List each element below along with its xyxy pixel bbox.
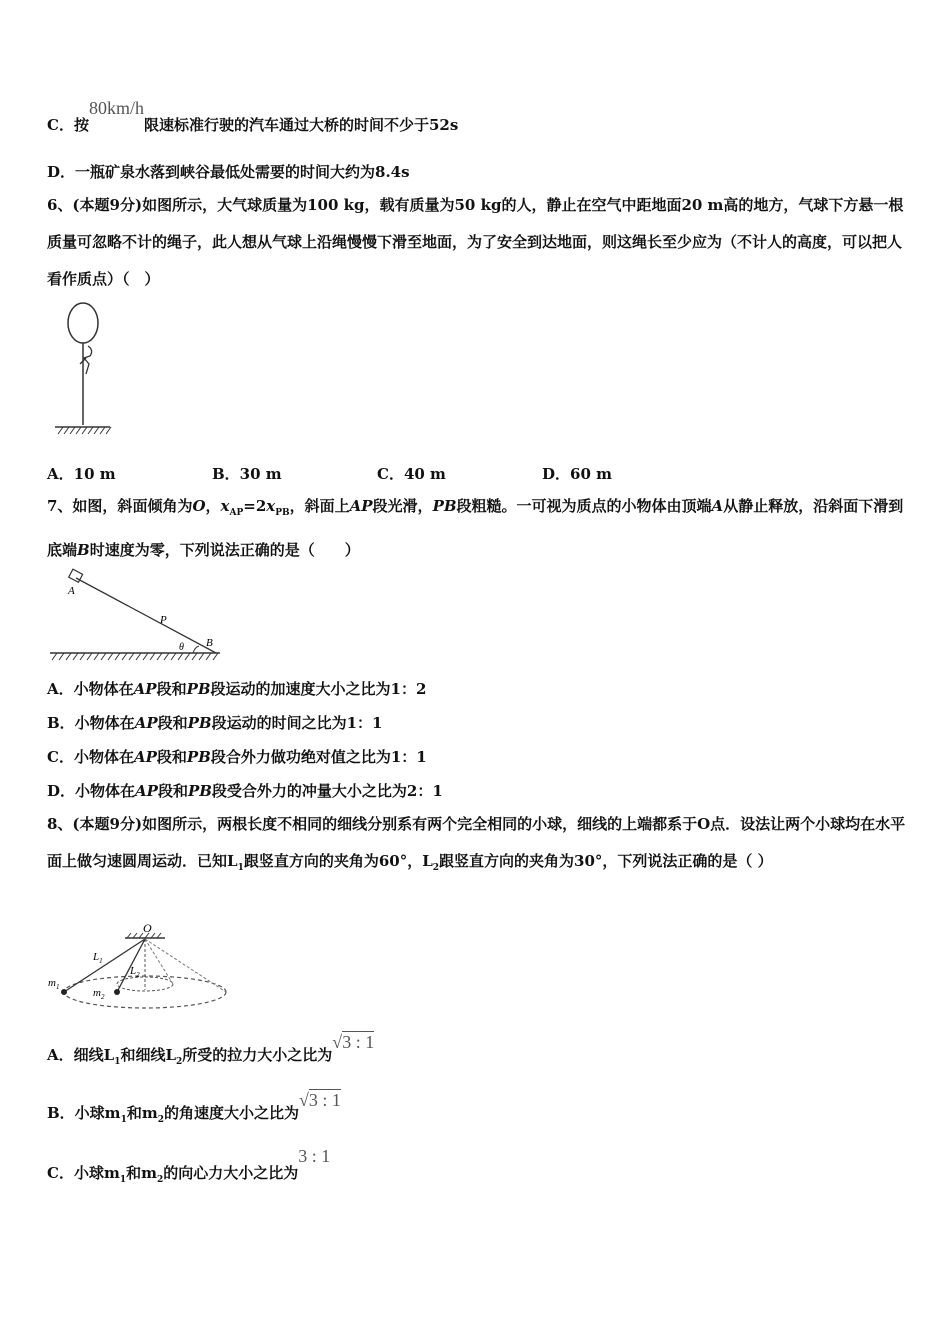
- angle-arc: [193, 646, 199, 653]
- ball-m2: [114, 989, 120, 995]
- q8-option-c-ratio: 3 : 1: [298, 1146, 331, 1166]
- label-m2: $m_2$: [93, 987, 105, 1001]
- q6-option-c: C．40 m: [377, 465, 446, 483]
- sqrt-icon: √: [298, 1090, 309, 1110]
- q6-option-d: D．60 m: [542, 465, 612, 483]
- q6-option-a: A．10 m: [47, 465, 116, 483]
- q5-option-d: D．一瓶矿泉水落到峡谷最低处需要的时间大约为8.4s: [47, 163, 410, 181]
- q8-option-a-ratio: 3 : 1: [342, 1032, 375, 1052]
- q5-option-c-label: C．按: [47, 116, 89, 134]
- q5-speed-formula: 80km/h: [88, 98, 144, 118]
- q5-option-c: [47, 98, 459, 134]
- q7-option-d: D．小物体在AP段和PB段受合外力的冲量大小之比为2：1: [47, 782, 443, 800]
- q8-option-b: B．小球$m_1$和$m_2$的角速度大小之比为√3 : 1: [47, 1090, 341, 1125]
- q7-incline-figure: [48, 568, 228, 663]
- q7-stem: 7、如图，斜面倾角为O，$x_{AP}=2x_{PB}$，斜面上AP段光滑，PB段粗糙。一可视为质点的小物体由顶端A从静止释放，沿斜面下滑到底端B时速度为零，下列说法正确的是（ ）: [47, 497, 904, 559]
- label-a: A: [68, 585, 75, 597]
- label-m1: $m_1$: [48, 977, 60, 991]
- q6-balloon-figure: [50, 300, 120, 440]
- q8-option-c: C．小球$m_1$和$m_2$的向心力大小之比为3 : 1: [47, 1146, 331, 1185]
- label-p: P: [160, 614, 167, 626]
- q8-conical-pendulum-figure: [45, 918, 230, 1013]
- ball-m1: [61, 989, 67, 995]
- q8-stem: 8、(本题9分)如图所示，两根长度不相同的细线分别系有两个完全相同的小球，细线的上端都系于O点．设法让两个小球均在水平面上做匀速圆周运动．已知$L_1$跟竖直方向的夹角为60°，$L_2$跟竖直方向的夹角为30°，下列说法正确的是（ ）: [47, 815, 906, 873]
- q6-stem: 6、(本题9分)如图所示，大气球质量为100 kg，载有质量为50 kg的人，静止在空气中距地面20 m高的地方，气球下方悬一根质量可忽略不计的绳子，此人想从气球上沿绳慢慢下滑至地面，为了安全到达地面，则这绳长至少应为（不计人的高度，可以把人看作质点）（ ）: [47, 196, 904, 288]
- q7-option-c: C．小物体在AP段和PB段合外力做功绝对值之比为1：1: [47, 748, 427, 766]
- label-theta: θ: [179, 642, 184, 653]
- q6-option-b: B．30 m: [212, 465, 282, 483]
- incline-line: [76, 578, 216, 653]
- q7-option-b: B．小物体在AP段和PB段运动的时间之比为1：1: [47, 714, 383, 732]
- label-o: O: [143, 921, 152, 935]
- balloon-shape: [68, 303, 98, 343]
- q8-option-a: A．细线$L_1$和细线$L_2$所受的拉力大小之比为√3 : 1: [47, 1032, 375, 1067]
- q8-option-b-ratio: 3 : 1: [308, 1090, 341, 1110]
- q5-option-c-text: 限速标准行驶的汽车通过大桥的时间不少于52s: [143, 116, 459, 134]
- q7-option-a: A．小物体在AP段和PB段运动的加速度大小之比为1：2: [47, 680, 427, 698]
- label-b: B: [206, 637, 213, 649]
- label-l2: $L_2$: [130, 965, 140, 979]
- label-l1: $L_1$: [93, 951, 103, 965]
- person-figure: [80, 346, 92, 374]
- sqrt-icon: √: [332, 1032, 343, 1052]
